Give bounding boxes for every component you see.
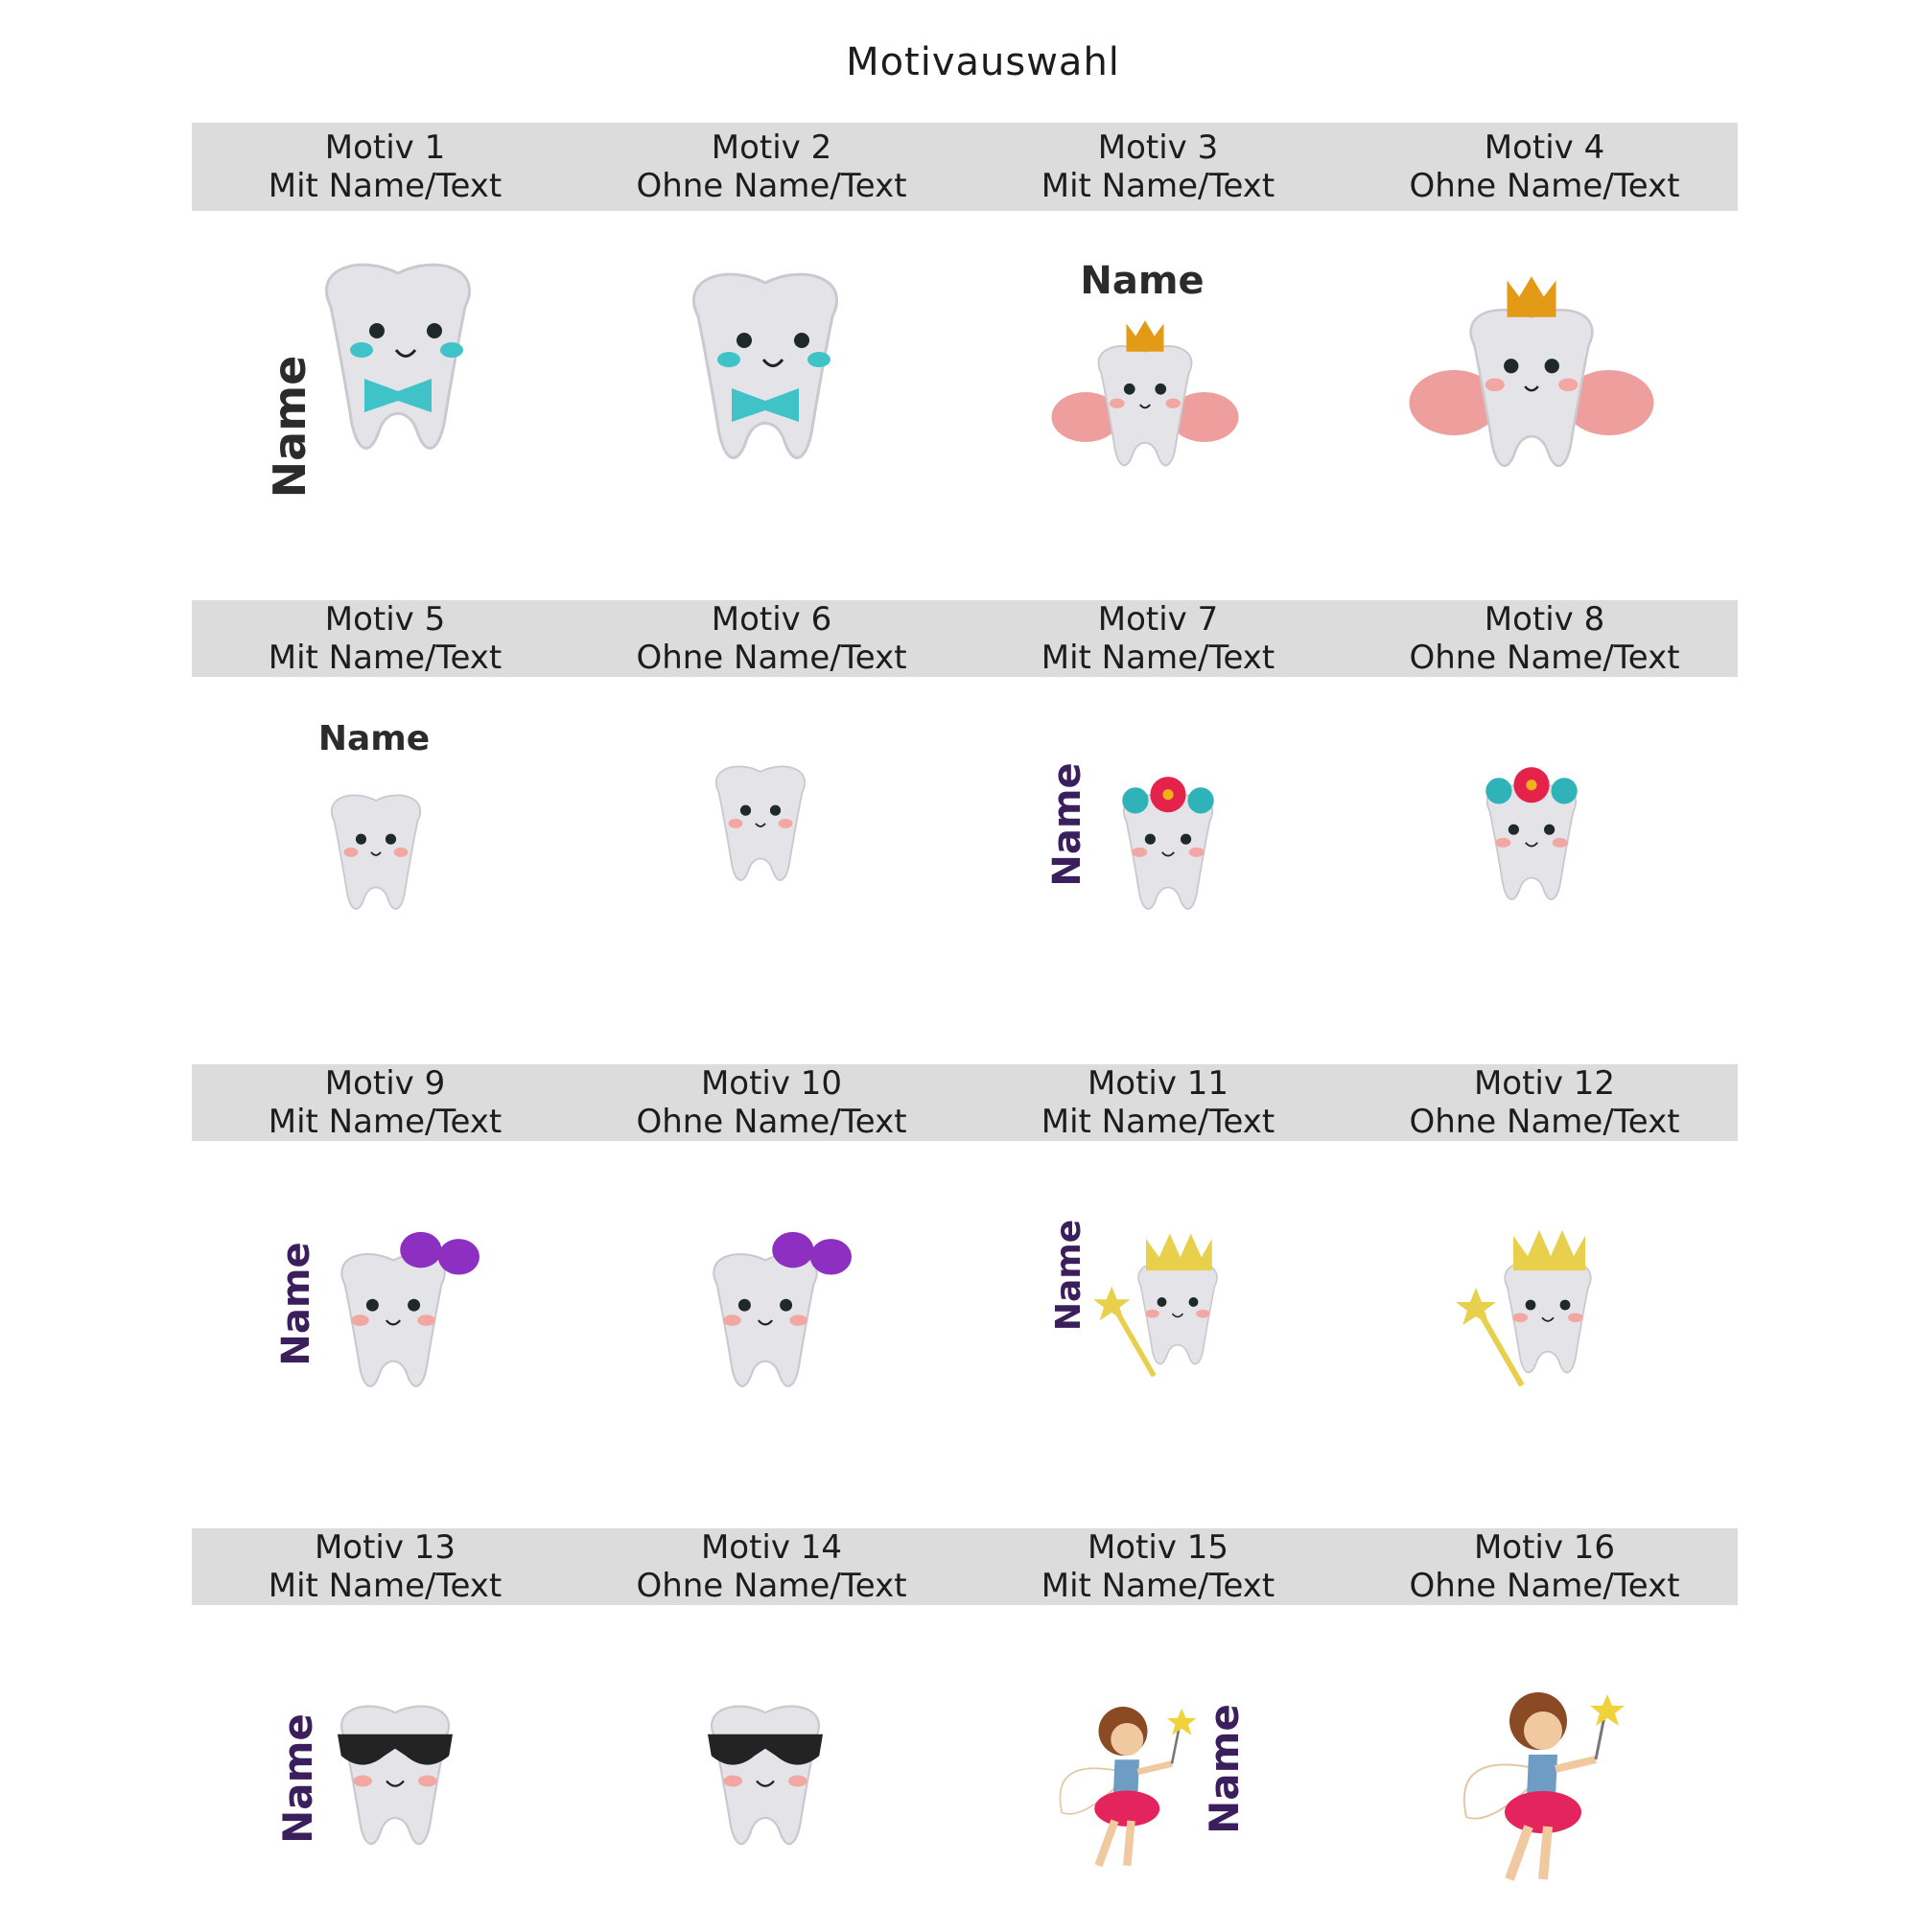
- motif-1-image[interactable]: [192, 240, 578, 527]
- tooth-simple-icon: [578, 710, 965, 997]
- name-label: Name: [264, 355, 316, 499]
- tooth-hairbow-icon: [578, 1179, 965, 1467]
- tooth-simple-icon: [192, 710, 578, 997]
- tooth-king-wand-icon: [1351, 1179, 1738, 1467]
- motif-13-image[interactable]: [192, 1644, 578, 1932]
- name-label: Name: [274, 1242, 318, 1366]
- motif-14-image[interactable]: [578, 1644, 965, 1932]
- tooth-bowtie-icon: [578, 240, 965, 527]
- tooth-flowers-icon: [965, 710, 1351, 997]
- motif-2-image[interactable]: [578, 240, 965, 527]
- motif-header: Motiv 10 Ohne Name/Text: [636, 1064, 907, 1141]
- name-label: Name: [1045, 762, 1089, 887]
- motif-16-image[interactable]: [1351, 1644, 1738, 1932]
- motif-header: Motiv 14 Ohne Name/Text: [636, 1528, 907, 1605]
- motif-header: Motiv 8 Ohne Name/Text: [1409, 600, 1680, 677]
- name-label: Name: [1049, 1219, 1088, 1332]
- motif-12-image[interactable]: [1351, 1179, 1738, 1467]
- motif-5-image[interactable]: [192, 710, 578, 997]
- motif-15-image[interactable]: [965, 1644, 1351, 1932]
- motif-header: Motiv 15 Mit Name/Text: [1041, 1528, 1275, 1605]
- motif-header: Motiv 6 Ohne Name/Text: [636, 600, 907, 677]
- tooth-flowers-icon: [1351, 710, 1738, 997]
- header-band-row-1: [192, 123, 1738, 211]
- tooth-hairbow-icon: [192, 1179, 578, 1467]
- motif-header: Motiv 16 Ohne Name/Text: [1409, 1528, 1680, 1605]
- motif-header: Motiv 3 Mit Name/Text: [1041, 128, 1275, 205]
- motif-header: Motiv 9 Mit Name/Text: [268, 1064, 503, 1141]
- fairy-girl-icon: [1351, 1644, 1738, 1932]
- tooth-king-wand-icon: [965, 1179, 1351, 1467]
- tooth-sunglasses-icon: [192, 1644, 578, 1932]
- motif-6-image[interactable]: [578, 710, 965, 997]
- motif-3-image[interactable]: [965, 240, 1351, 527]
- motif-header: Motiv 11 Mit Name/Text: [1041, 1064, 1275, 1141]
- motif-header: Motiv 7 Mit Name/Text: [1041, 600, 1275, 677]
- motif-header: Motiv 2 Ohne Name/Text: [636, 128, 907, 205]
- tooth-fairy-crown-icon: [1351, 240, 1738, 527]
- tooth-sunglasses-icon: [578, 1644, 965, 1932]
- motif-header: Motiv 13 Mit Name/Text: [268, 1528, 503, 1605]
- motif-8-image[interactable]: [1351, 710, 1738, 997]
- motif-10-image[interactable]: [578, 1179, 965, 1467]
- name-label: Name: [1080, 259, 1205, 303]
- motif-7-image[interactable]: [965, 710, 1351, 997]
- name-label: Name: [317, 719, 431, 758]
- motif-4-image[interactable]: [1351, 240, 1738, 527]
- name-label: Name: [1201, 1704, 1248, 1834]
- motif-header: Motiv 1 Mit Name/Text: [268, 128, 503, 205]
- header-band-row-4: [192, 1528, 1738, 1605]
- header-band-row-3: [192, 1064, 1738, 1141]
- name-label: Name: [274, 1713, 321, 1844]
- tooth-bowtie-icon: [192, 240, 578, 527]
- header-band-row-2: [192, 600, 1738, 677]
- motif-9-image[interactable]: [192, 1179, 578, 1467]
- motif-header: Motiv 4 Ohne Name/Text: [1409, 128, 1680, 205]
- motif-header: Motiv 5 Mit Name/Text: [268, 600, 503, 677]
- motif-header: Motiv 12 Ohne Name/Text: [1409, 1064, 1680, 1141]
- tooth-fairy-crown-icon: [965, 240, 1351, 527]
- motif-11-image[interactable]: [965, 1179, 1351, 1467]
- page-title: Motivauswahl: [846, 40, 1120, 84]
- fairy-girl-icon: [965, 1644, 1351, 1932]
